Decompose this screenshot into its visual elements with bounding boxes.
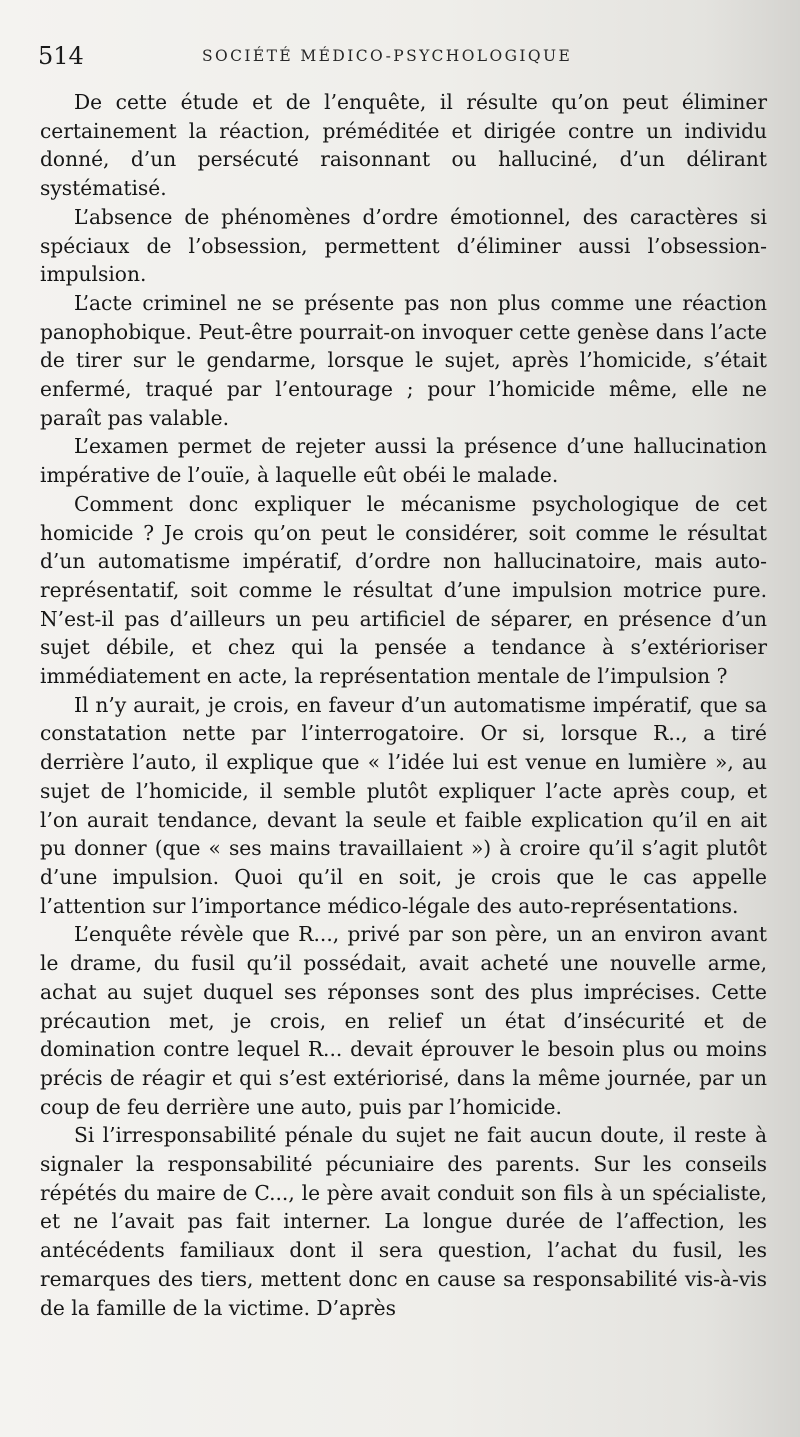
body-text xyxy=(40,88,767,1322)
paragraph: L’examen permet de rejeter aussi la présence d’une hallucination impérative de l’ouïe, à laquelle eût obéi le malade. xyxy=(40,434,767,488)
paragraph: Comment donc expliquer le mécanisme psychologique de cet homicide ? Je crois qu’on peut le considérer, soit comme le résultat d’un automatisme impératif, d’ordre non hallucinatoire, mais auto-représentatif, soit comme le résultat d’une impulsion motrice pure. N’est-il pas d’ailleurs un peu artificiel de séparer, en présence d’un sujet débile, et chez qui la pensée a tendance à s’extérioriser immédiatement en acte, la représentation mentale de l’impulsion ? xyxy=(40,491,767,689)
paragraph: L’enquête révèle que R..., privé par son père, un an environ avant le drame, du fusil qu’il possédait, avait acheté une nouvelle arme, achat au sujet duquel ses réponses sont des plus imprécises. Cette précaution met, je crois, en relief un état d’insécurité et de domination contre lequel R... devait éprouver le besoin plus ou moins précis de réagir et qui s’est extériorisé, dans la même journée, par un coup de feu derrière une auto, puis par l’homicide. xyxy=(40,922,767,1119)
paragraph: L’acte criminel ne se présente pas non plus comme une réaction panophobique. Peut-être pourrait-on invoquer cette genèse dans l’acte de tirer sur le gendarme, lorsque le sujet, après l’homicide, s’était enfermé, traqué par l’entourage ; pour l’homicide même, elle ne paraît pas valable. xyxy=(40,290,767,430)
page-header xyxy=(38,38,768,74)
paragraph: L’absence de phénomènes d’ordre émotionnel, des caractères si spéciaux de l’obsession, permettent d’éliminer aussi l’obsession-impulsion. xyxy=(40,204,767,287)
paragraph: De cette étude et de l’enquête, il résulte qu’on peut éliminer certainement la réaction, préméditée et dirigée contre un individu donné, d’un persécuté raisonnant ou halluciné, d’un délirant systématisé. xyxy=(40,90,767,201)
paragraph: Il n’y aurait, je crois, en faveur d’un automatisme impératif, que sa constatation nette par l’interrogatoire. Or si, lorsque R.., a tiré derrière l’auto, il explique que « l’idée lui est venue en lumière », au sujet de l’homicide, il semble plutôt expliquer l’acte après coup, et l’on aurait tendance, devant la seule et faible explication qu’il en ait pu donner (que « ses mains travaillaient ») à croire qu’il s’agit plutôt d’une impulsion. Quoi qu’il en soit, je crois que le cas appelle l’attention sur l’importance médico-légale des auto-représentations. xyxy=(40,692,767,918)
paragraph: Si l’irresponsabilité pénale du sujet ne fait aucun doute, il reste à signaler la responsabilité pécuniaire des parents. Sur les conseils répétés du maire de C..., le père avait conduit son fils à un spécialiste, et ne l’avait pas fait interner. La longue durée de l’affection, les antécédents familiaux dont il sera question, l’achat du fusil, les remarques des tiers, mettent donc en cause sa responsabilité vis-à-vis de la famille de la victime. D’après xyxy=(40,1123,767,1320)
page-number: 514 xyxy=(38,42,84,70)
running-head: SOCIÉTÉ MÉDICO-PSYCHOLOGIQUE xyxy=(202,47,573,65)
